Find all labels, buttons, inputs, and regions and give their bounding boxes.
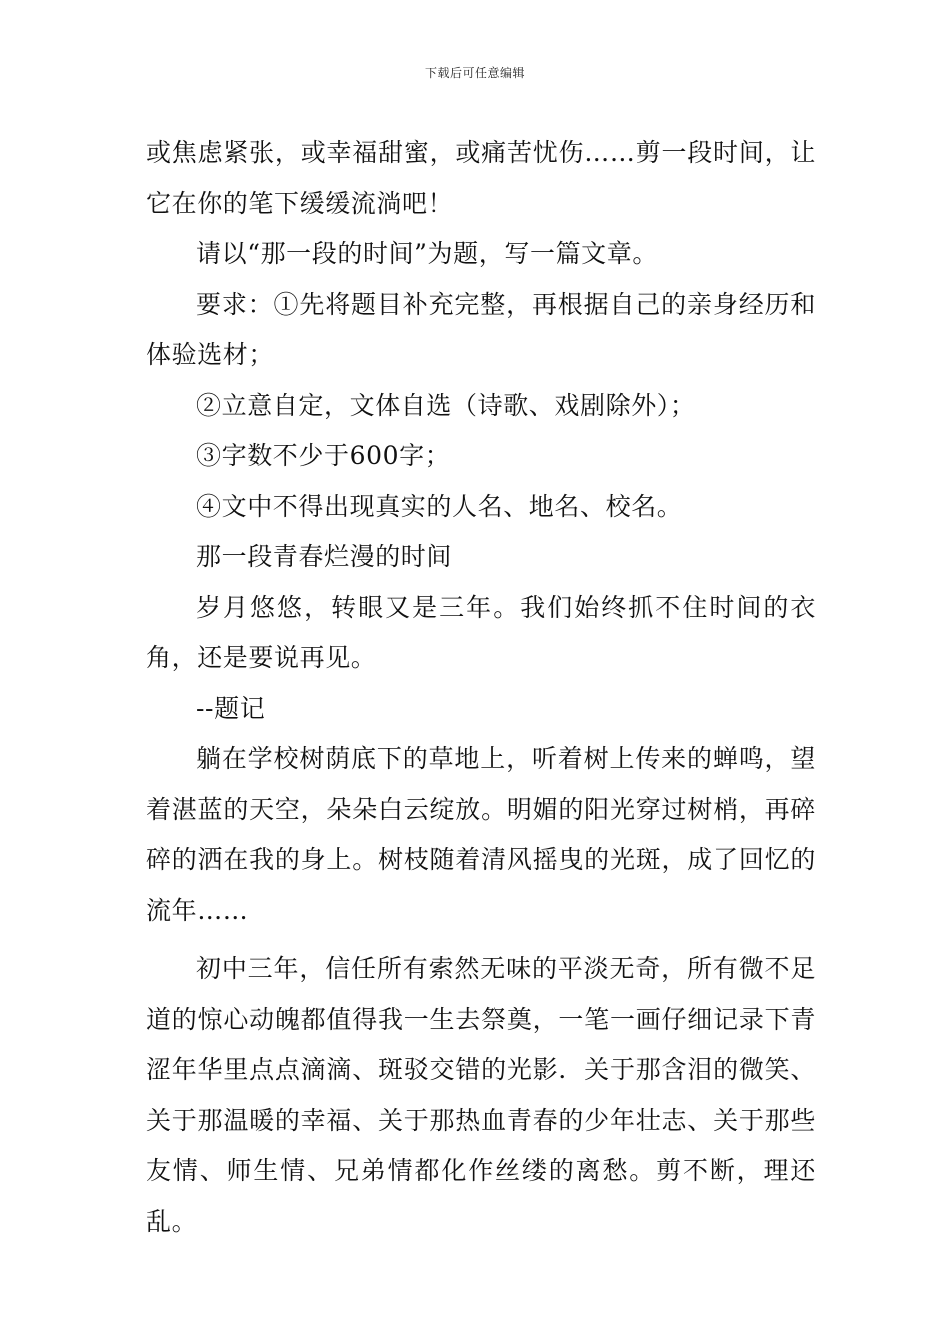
- essay-title: 那一段青春烂漫的时间: [196, 542, 453, 571]
- paragraph-requirement-2: ②立意自定，文体自选（诗歌、戏剧除外）；: [196, 390, 696, 420]
- document-body: [146, 128, 816, 1247]
- paragraph-prompt: 请以“那一段的时间”为题，写一篇文章。: [196, 239, 658, 268]
- paragraph-epigraph-attribution: --题记: [196, 693, 266, 723]
- paragraph-epigraph: 岁月悠悠，转眼又是三年。我们始终抓不住时间的衣角，还是要说再见。: [146, 592, 816, 672]
- paragraph-body-2: 初中三年，信任所有索然无味的平淡无奇，所有微不足道的惊心动魄都值得我一生去祭奠，一笔一画仔细记录下青涩年华里点点滴滴、斑驳交错的光影．关于那含泪的微笑、关于那温暖的幸福、关于那热血青春的少年壮志、关于那些友情、师生情、兄弟情都化作丝缕的离愁。剪不断，理还乱。: [146, 954, 816, 1236]
- paragraph-requirement-3: ③字数不少于600字；: [196, 441, 451, 470]
- paragraph-body-1: 躺在学校树荫底下的草地上，听着树上传来的蝉鸣，望着湛蓝的天空，朵朵白云绽放。明媚的阳光穿过树梢，再碎碎的洒在我的身上。树枝随着清风摇曳的光斑，成了回忆的流年……: [146, 744, 816, 925]
- paragraph-requirement-1: 要求：①先将题目补充完整，再根据自己的亲身经历和体验选材；: [146, 289, 816, 369]
- page-header: 下载后可任意编辑: [424, 66, 525, 80]
- paragraph-intro-continuation: 或焦虑紧张，或幸福甜蜜，或痛苦忧伤……剪一段时间，让它在你的笔下缓缓流淌吧！: [146, 138, 816, 218]
- paragraph-requirement-4: ④文中不得出现真实的人名、地名、校名。: [196, 491, 683, 521]
